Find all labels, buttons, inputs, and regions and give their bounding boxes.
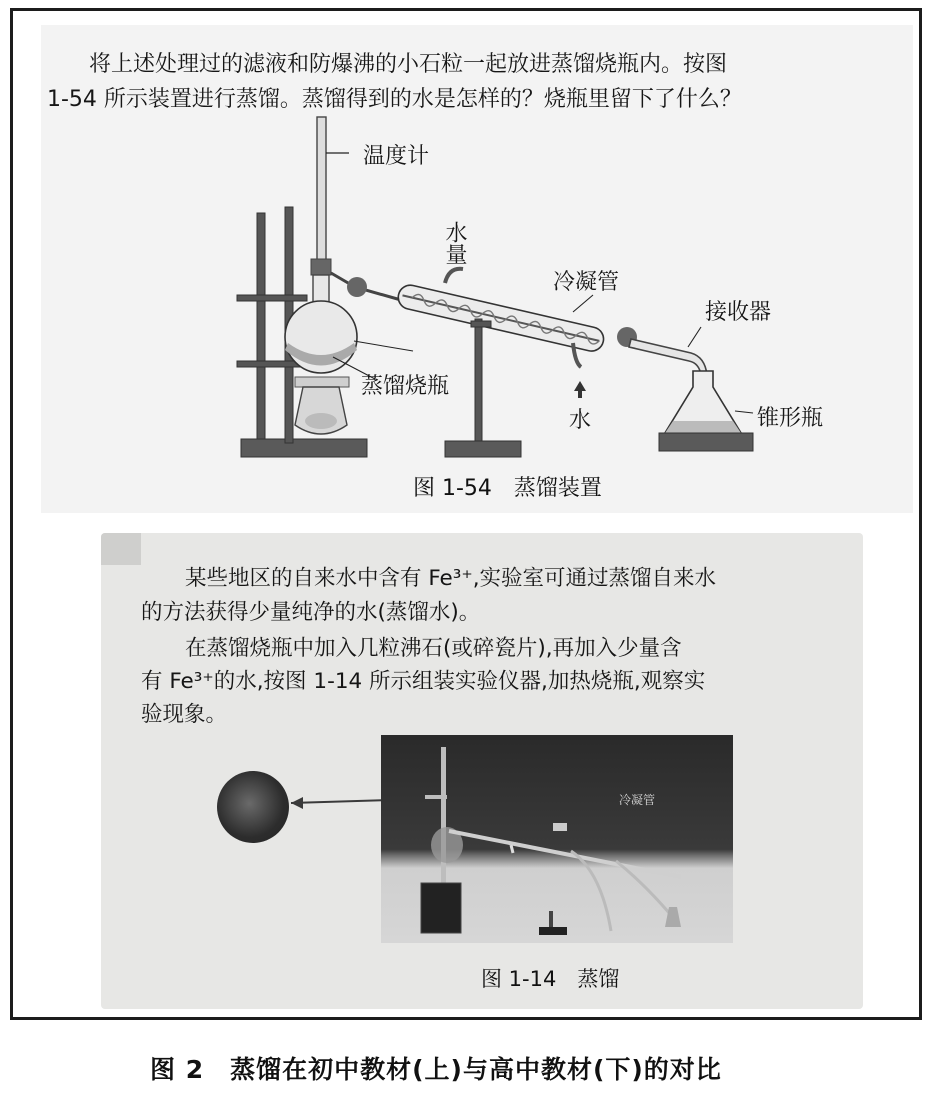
bottom-para1-line1: 某些地区的自来水中含有 Fe³⁺,实验室可通过蒸馏自来水 bbox=[185, 566, 717, 591]
figure-frame bbox=[10, 8, 922, 1020]
distillation-photo bbox=[381, 735, 733, 943]
label-thermometer: 温度计 bbox=[363, 144, 430, 169]
photo-condenser-label: 冷凝管 bbox=[619, 793, 656, 807]
top-paragraph-line-2: 1-54 所示装置进行蒸馏。蒸馏得到的水是怎样的？烧瓶里留下了什么？ bbox=[47, 87, 742, 112]
clamp-left bbox=[347, 277, 367, 297]
bottom-para2-line2: 有 Fe³⁺的水,按图 1-14 所示组装实验仪器,加热烧瓶,观察实 bbox=[141, 669, 706, 694]
senior-textbook-panel bbox=[101, 533, 863, 1009]
alcohol-lamp bbox=[295, 377, 349, 434]
water-outlet-tube bbox=[445, 269, 463, 283]
label-conical-flask: 锥形瓶 bbox=[757, 406, 824, 431]
distillation-apparatus-diagram bbox=[41, 25, 913, 513]
photo-apparatus-silhouette bbox=[381, 735, 733, 943]
figure-1-54-caption: 图 1-54 蒸馏装置 bbox=[413, 476, 602, 501]
top-paragraph-line-1: 将上述处理过的滤液和防爆沸的小石粒一起放进蒸馏烧瓶内。按图 bbox=[89, 52, 728, 77]
junior-textbook-panel bbox=[41, 25, 913, 513]
bottom-para2-line1: 在蒸馏烧瓶中加入几粒沸石(或碎瓷片),再加入少量含 bbox=[185, 636, 682, 661]
figure-2-caption: 图 2 蒸馏在初中教材(上)与高中教材(下)的对比 bbox=[150, 1055, 722, 1084]
bottom-para2-line3: 验现象。 bbox=[141, 702, 228, 727]
water-in-arrow-icon bbox=[574, 381, 586, 391]
label-distilling-flask: 蒸馏烧瓶 bbox=[361, 374, 450, 399]
thermometer bbox=[311, 117, 349, 287]
label-water-in: 水 bbox=[569, 408, 592, 433]
figure-1-14-caption: 图 1-14 蒸馏 bbox=[481, 967, 620, 991]
label-receiver: 接收器 bbox=[705, 300, 772, 325]
middle-iron-stand bbox=[445, 319, 521, 457]
bottom-para1-line2: 的方法获得少量纯净的水(蒸馏水)。 bbox=[141, 600, 481, 625]
label-condenser: 冷凝管 bbox=[553, 270, 620, 295]
label-water-out: 水量 bbox=[442, 221, 467, 265]
